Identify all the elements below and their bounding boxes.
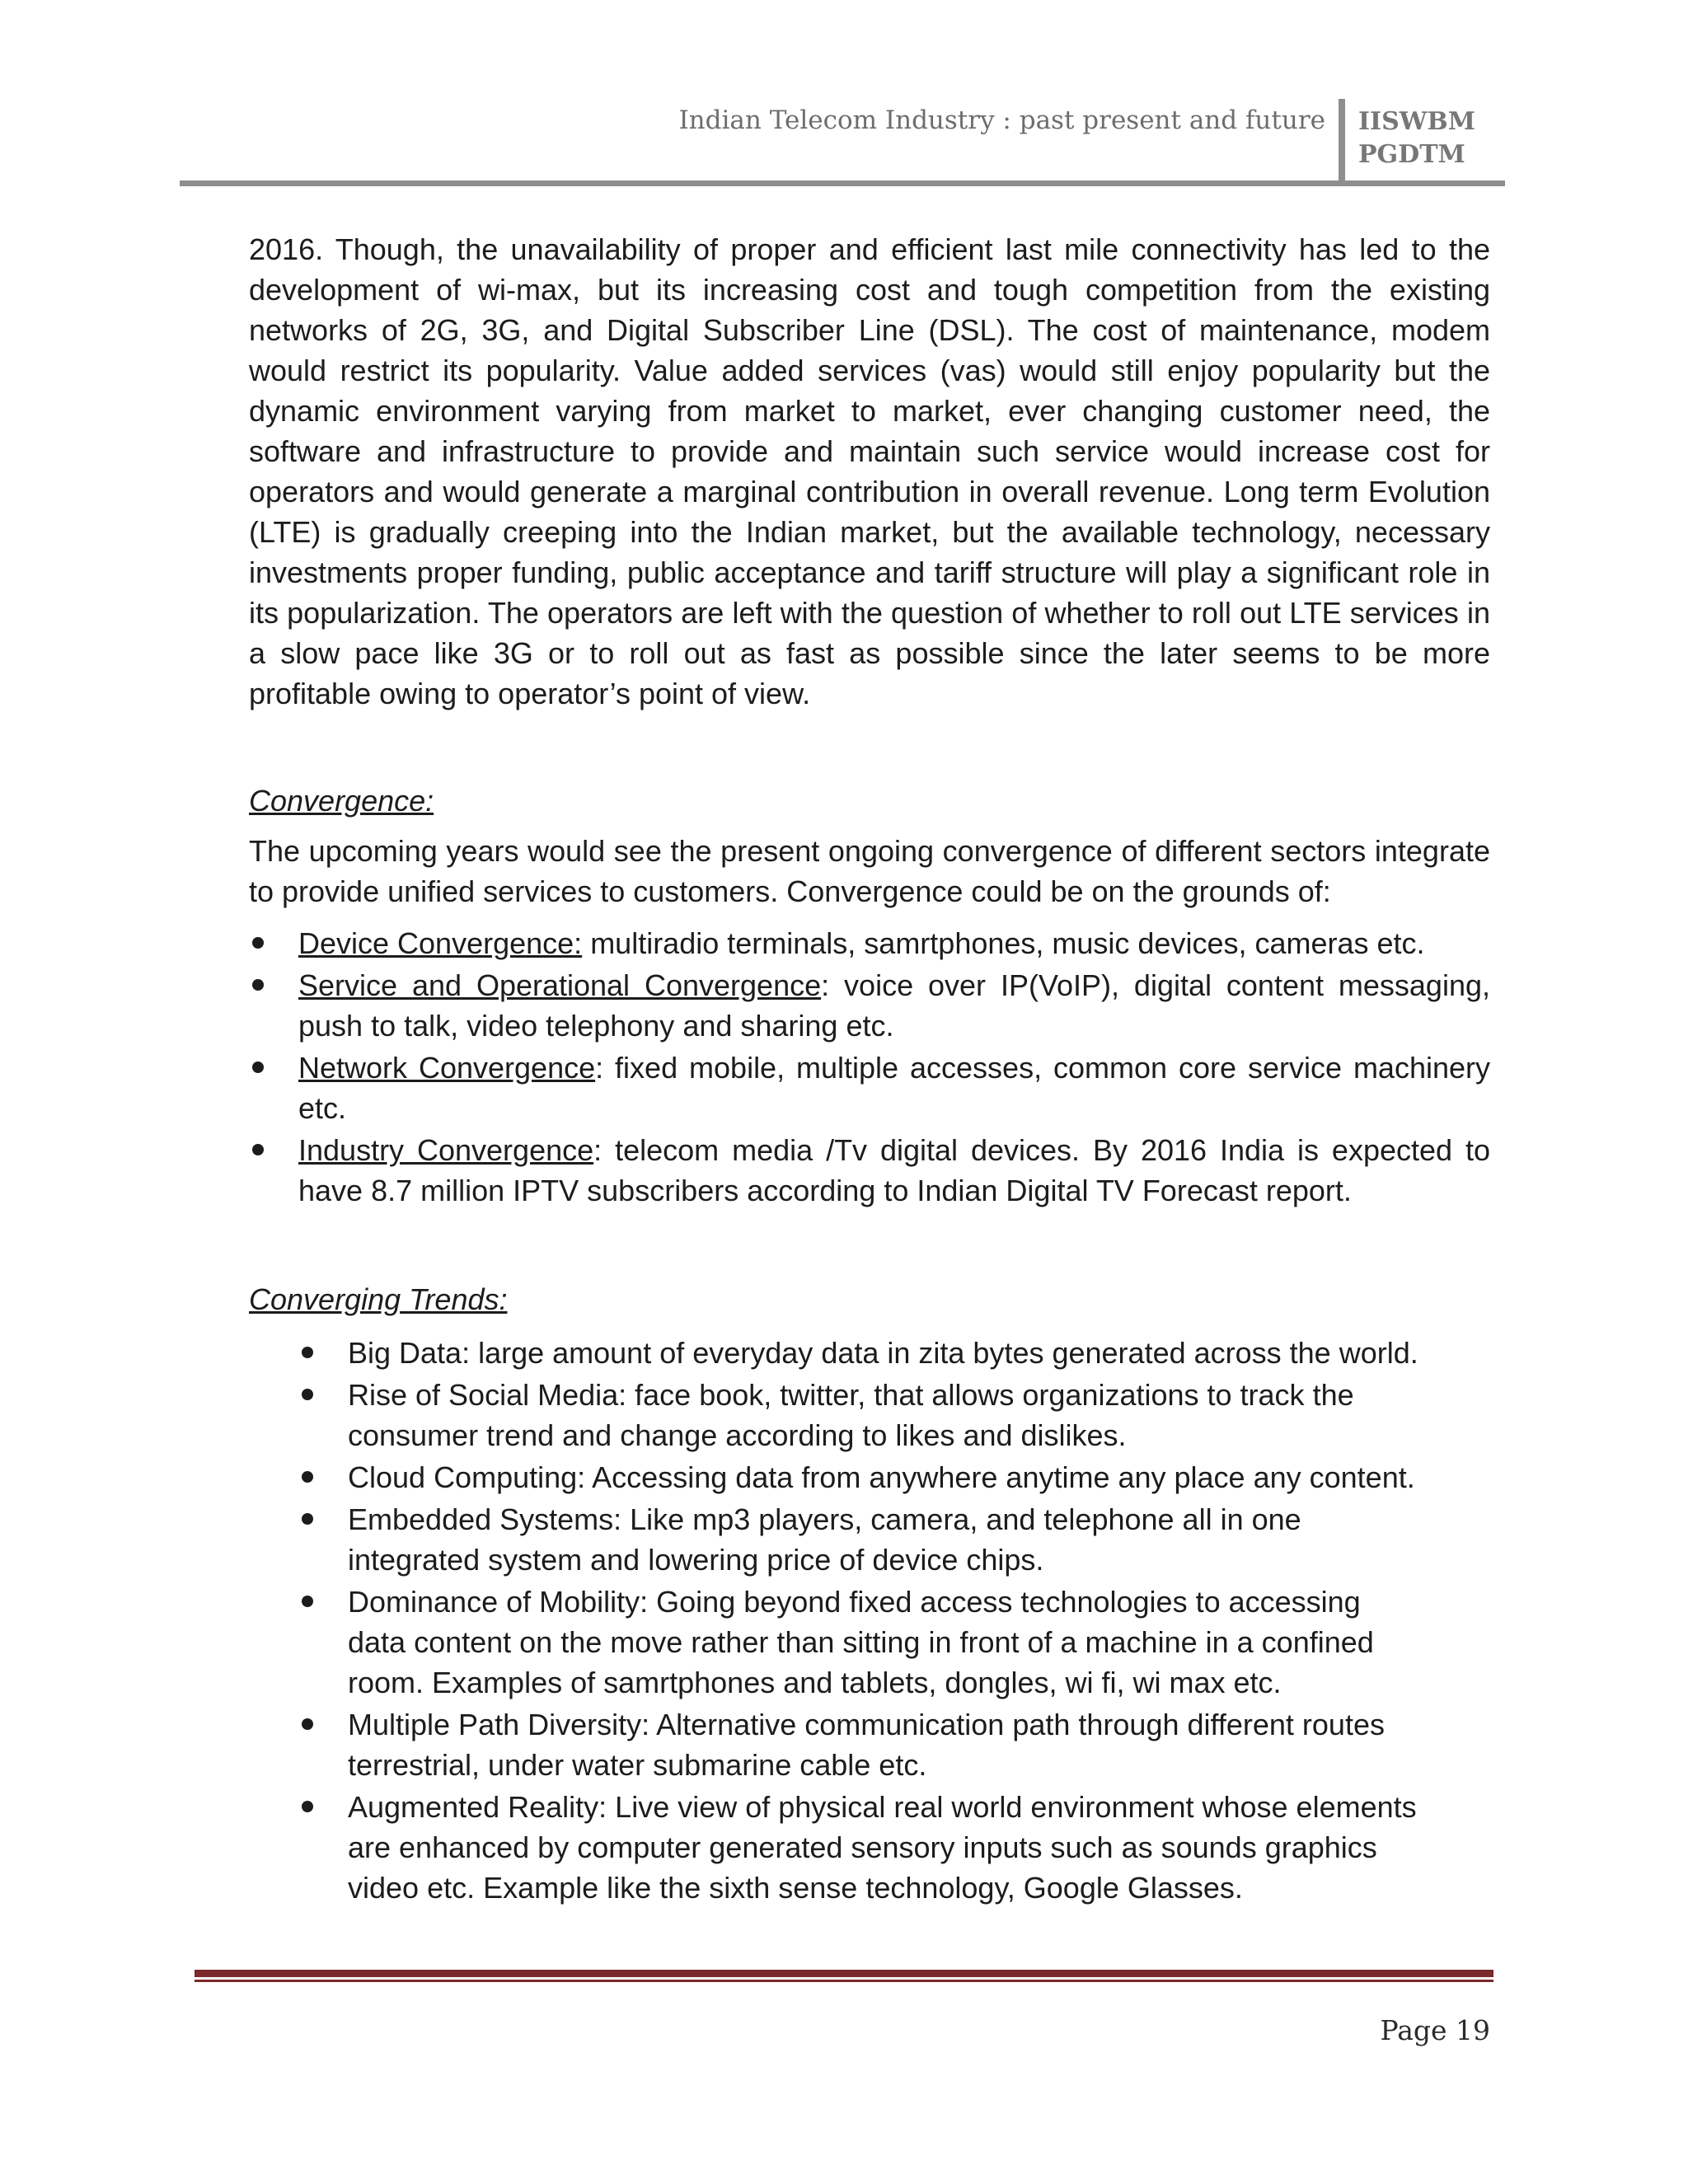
convergence-list bbox=[249, 923, 1490, 1211]
trend-text: Augmented Reality: Live view of physical real world environment whose elements are enhanced by computer generated sensory inputs such as sounds graphics video etc. Example like the sixth sense technology, Google Glasses. bbox=[348, 1790, 1417, 1905]
list-item bbox=[298, 1499, 1419, 1580]
header-badge-line1: IISWBM bbox=[1358, 107, 1475, 136]
page-number: Page 19 bbox=[1380, 2014, 1490, 2046]
convergence-term: Industry Convergence bbox=[298, 1133, 594, 1167]
list-item bbox=[298, 1704, 1419, 1785]
list-item bbox=[249, 1130, 1490, 1211]
intro-paragraph: 2016. Though, the unavailability of proper and efficient last mile connectivity has led to the development of wi-max, but its increasing cost and tough competition from the existing networks of 2G, 3G, and Digital Subscriber Line (DSL). The cost of maintenance, modem would restrict its popularity. Value added services (vas) would still enjoy popularity but the dynamic environment varying from market to market, ever changing customer need, the software and infrastructure to provide and maintain such service would increase cost for operators and would generate a marginal contribution in overall revenue. Long term Evolution (LTE) is gradually creeping into the Indian market, but the available technology, necessary investments proper funding, public acceptance and tariff structure will play a significant role in its popularization. The operators are left with the question of whether to roll out LTE services in a slow pace like 3G or to roll out as fast as possible since the later seems to be more profitable owing to operator’s point of view. bbox=[249, 232, 1490, 710]
list-item bbox=[298, 1375, 1419, 1455]
bullet-icon bbox=[302, 1389, 313, 1400]
convergence-desc: multiradio terminals, samrtphones, music devices, cameras etc. bbox=[582, 926, 1425, 960]
footer-rule bbox=[195, 1970, 1493, 1977]
header-rule bbox=[180, 180, 1505, 186]
convergence-paragraph: The upcoming years would see the present ongoing convergence of different sectors integrate to provide unified services to customers. Convergence could be on the grounds of: bbox=[249, 834, 1490, 908]
list-item bbox=[249, 923, 1490, 963]
convergence-term: Network Convergence bbox=[298, 1051, 596, 1085]
bullet-icon bbox=[302, 1596, 313, 1607]
bullet-icon bbox=[302, 1718, 313, 1730]
header-badge-line2: PGDTM bbox=[1358, 140, 1465, 169]
header-title: Indian Telecom Industry : past present and future bbox=[678, 105, 1325, 135]
list-item bbox=[298, 1333, 1419, 1373]
footer-rule-thin bbox=[195, 1980, 1493, 1982]
list-item bbox=[298, 1787, 1419, 1908]
convergence-desc: : fixed mobile, multiple accesses, common core service machinery etc. bbox=[298, 1051, 1490, 1125]
list-item bbox=[249, 965, 1490, 1046]
header-badge bbox=[1358, 105, 1475, 171]
trend-text: Big Data: large amount of everyday data in zita bytes generated across the world. bbox=[348, 1336, 1418, 1370]
header-divider bbox=[1339, 99, 1345, 185]
main-content bbox=[249, 229, 1490, 1910]
bullet-icon bbox=[252, 979, 264, 991]
bullet-icon bbox=[302, 1347, 313, 1358]
bullet-icon bbox=[252, 1144, 264, 1155]
bullet-icon bbox=[302, 1801, 313, 1812]
trend-text: Multiple Path Diversity: Alternative communication path through different routes terrestrial, under water submarine cable etc. bbox=[348, 1708, 1385, 1782]
trend-text: Rise of Social Media: face book, twitter, that allows organizations to track the consumer trend and change according to likes and dislikes. bbox=[348, 1378, 1354, 1452]
convergence-term: Service and Operational Convergence bbox=[298, 968, 822, 1002]
bullet-icon bbox=[252, 937, 264, 949]
list-item bbox=[298, 1457, 1419, 1497]
trends-list bbox=[249, 1333, 1490, 1908]
convergence-desc: : voice over IP(VoIP), digital content messaging, push to talk, video telephony and sharing etc. bbox=[298, 968, 1490, 1043]
trend-text: Cloud Computing: Accessing data from anywhere anytime any place any content. bbox=[348, 1460, 1415, 1494]
convergence-term: Device Convergence: bbox=[298, 926, 583, 960]
list-item bbox=[298, 1582, 1419, 1703]
list-item bbox=[249, 1047, 1490, 1128]
bullet-icon bbox=[302, 1471, 313, 1483]
bullet-icon bbox=[302, 1513, 313, 1525]
trend-text: Dominance of Mobility: Going beyond fixed access technologies to accessing data content on the move rather than sitting in front of a machine in a confined room. Examples of samrtphones and tablets, dongles, wi fi, wi max etc. bbox=[348, 1585, 1374, 1699]
bullet-icon bbox=[252, 1062, 264, 1073]
trends-heading: Converging Trends: bbox=[249, 1282, 508, 1316]
convergence-heading: Convergence: bbox=[249, 784, 434, 818]
convergence-desc: : telecom media /Tv digital devices. By 2016 India is expected to have 8.7 million IPTV subscribers according to Indian Digital TV Forecast report. bbox=[298, 1133, 1490, 1207]
trend-text: Embedded Systems: Like mp3 players, camera, and telephone all in one integrated system and lowering price of device chips. bbox=[348, 1502, 1301, 1577]
